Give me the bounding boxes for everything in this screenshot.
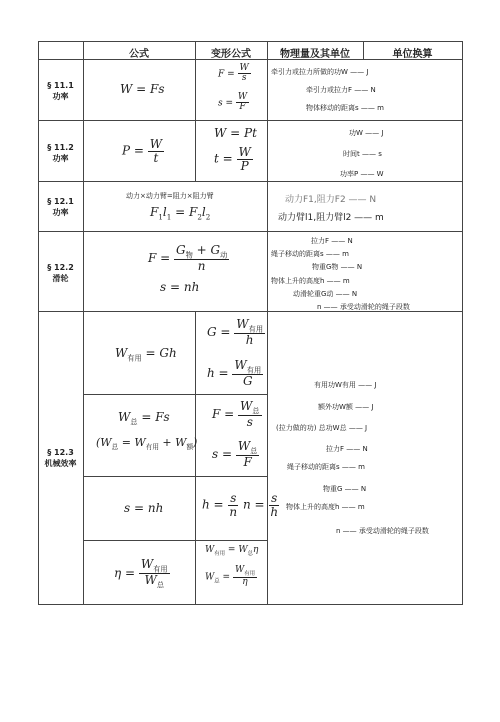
quantity-12-2-3: 物重G物 —— N xyxy=(312,263,363,271)
transformed-12-3-r2-b: s = $\frac{W_总}{F}$ xyxy=(212,439,258,469)
quantity-11-2-2: 时间t —— s xyxy=(343,150,382,158)
formula-text-12-1: 动力×动力臂=阻力×阻力臂 xyxy=(126,192,214,200)
transformed-12-3-r2-a: F = $\frac{W_总}{s}$ xyxy=(212,399,260,429)
formula-12-2-b: s = nh xyxy=(160,280,200,294)
formula-12-3-r2-paren: $(W_总 = W_{有用} + W_额)$ xyxy=(96,436,198,452)
transformed-12-3-r1-a: G = $\frac{W_{有用}}{h}$ xyxy=(207,317,264,347)
quantity-11-1-1: 牵引力或拉力所做的功W —— J xyxy=(271,68,369,76)
formula-12-1: $F_1l_1 = F_2l_2$ xyxy=(150,205,211,222)
formula-11-1: W = Fs xyxy=(120,82,165,96)
quantity-12-2-2: 绳子移动的距离s —— m xyxy=(271,250,349,258)
section-code-12-3: § 12.3 xyxy=(47,448,74,457)
rule-col2-11 xyxy=(195,59,196,181)
header-transformed: 变形公式 xyxy=(211,49,251,60)
rule-col3 xyxy=(267,41,268,605)
header-quantity-unit: 物理量及其单位 xyxy=(280,49,350,60)
rule-right xyxy=(462,41,463,605)
rule-bottom xyxy=(38,604,462,605)
quantity-12-2-5: 动滑轮重G动 —— N xyxy=(293,290,358,298)
quantity-11-1-2: 牵引力或拉力F —— N xyxy=(306,86,376,94)
rule-11-2-bottom xyxy=(38,181,462,182)
quantity-12-3-8: n —— 承受动滑轮的绳子段数 xyxy=(336,527,429,535)
rule-col1 xyxy=(83,41,84,605)
formula-12-3-r1: $W_{有用} = Gh$ xyxy=(115,346,177,363)
header-unit-conversion: 单位换算 xyxy=(392,49,433,60)
quantity-12-2-6: n —— 承受动滑轮的绳子段数 xyxy=(317,303,410,311)
rule-left xyxy=(38,41,39,605)
rule-col2-12-3 xyxy=(195,311,196,605)
transformed-12-3-r3: h = $\frac{s}{n}$ n = $\frac{s}{h}$ xyxy=(202,491,279,519)
quantity-12-3-7: 物体上升的高度h —— m xyxy=(286,503,365,511)
section-title-12-3: 机械效率 xyxy=(44,459,77,468)
transformed-12-3-r4-b: $W_总$ = $\frac{W_{有用}}{\eta}$ xyxy=(205,565,255,588)
transformed-12-3-r1-b: h = $\frac{W_{有用}}{G}$ xyxy=(207,358,262,388)
formula-11-2: P = $\frac{W}{t}$ xyxy=(122,137,163,165)
quantity-11-2-3: 功率P —— W xyxy=(340,170,384,178)
rule-top xyxy=(38,41,462,42)
section-code-11-1: § 11.1 xyxy=(47,81,74,90)
quantity-12-3-5: 绳子移动的距离s —— m xyxy=(287,463,365,471)
quantity-12-3-1: 有用功W有用 —— J xyxy=(314,381,377,389)
section-code-11-2: § 11.2 xyxy=(47,143,74,152)
rule-12-3-r2 xyxy=(83,476,267,477)
transformed-11-1-a: F = $\frac{W}{s}$ xyxy=(218,63,249,84)
quantity-12-3-4: 拉力F —— N xyxy=(326,445,368,453)
formula-12-3-r4: η = $\frac{W_{有用}}{W_总}$ xyxy=(114,557,168,590)
rule-11-1-bottom xyxy=(38,120,462,121)
quantity-12-3-6: 物重G —— N xyxy=(323,485,367,493)
quantity-12-2-4: 物体上升的高度h —— m xyxy=(271,277,350,285)
section-code-12-1: § 12.1 xyxy=(47,197,74,206)
rule-12-1-bottom xyxy=(38,231,462,232)
transformed-11-1-b: s = $\frac{W}{F}$ xyxy=(218,92,248,113)
formula-12-2-a: F = $\frac{G_物 + G_动}{n}$ xyxy=(148,243,228,273)
section-title-11-1: 功率 xyxy=(52,92,69,101)
quantity-12-1-2: 动力臂l1,阻力臂l2 —— m xyxy=(278,213,384,223)
quantity-12-2-1: 拉力F —— N xyxy=(311,237,353,245)
quantity-12-1-1: 动力F1,阻力F2 —— N xyxy=(285,195,377,205)
section-code-12-2: § 12.2 xyxy=(47,263,74,272)
section-title-12-2: 滑轮 xyxy=(52,274,69,283)
header-formula: 公式 xyxy=(129,49,149,60)
rule-12-3-r3 xyxy=(83,540,267,541)
quantity-11-1-3: 物体移动的距离s —— m xyxy=(306,104,384,112)
quantity-11-2-1: 功W —— J xyxy=(349,129,384,137)
transformed-11-2-a: W = Pt xyxy=(214,126,257,140)
formula-12-3-r2: $W_总 = Fs$ xyxy=(118,410,170,427)
section-title-11-2: 功率 xyxy=(52,154,69,163)
transformed-11-2-b: t = $\frac{W}{P}$ xyxy=(214,145,251,173)
section-title-12-1: 功率 xyxy=(52,208,69,217)
formula-12-3-r3: s = nh xyxy=(124,501,164,515)
rule-12-3-r1 xyxy=(83,394,267,395)
quantity-12-3-2: 额外功W额 —— J xyxy=(318,403,374,411)
transformed-12-3-r4-a: $W_{有用} = W_总\eta$ xyxy=(205,545,259,557)
quantity-12-3-3: (拉力做的功) 总功W总 —— J xyxy=(276,424,368,432)
